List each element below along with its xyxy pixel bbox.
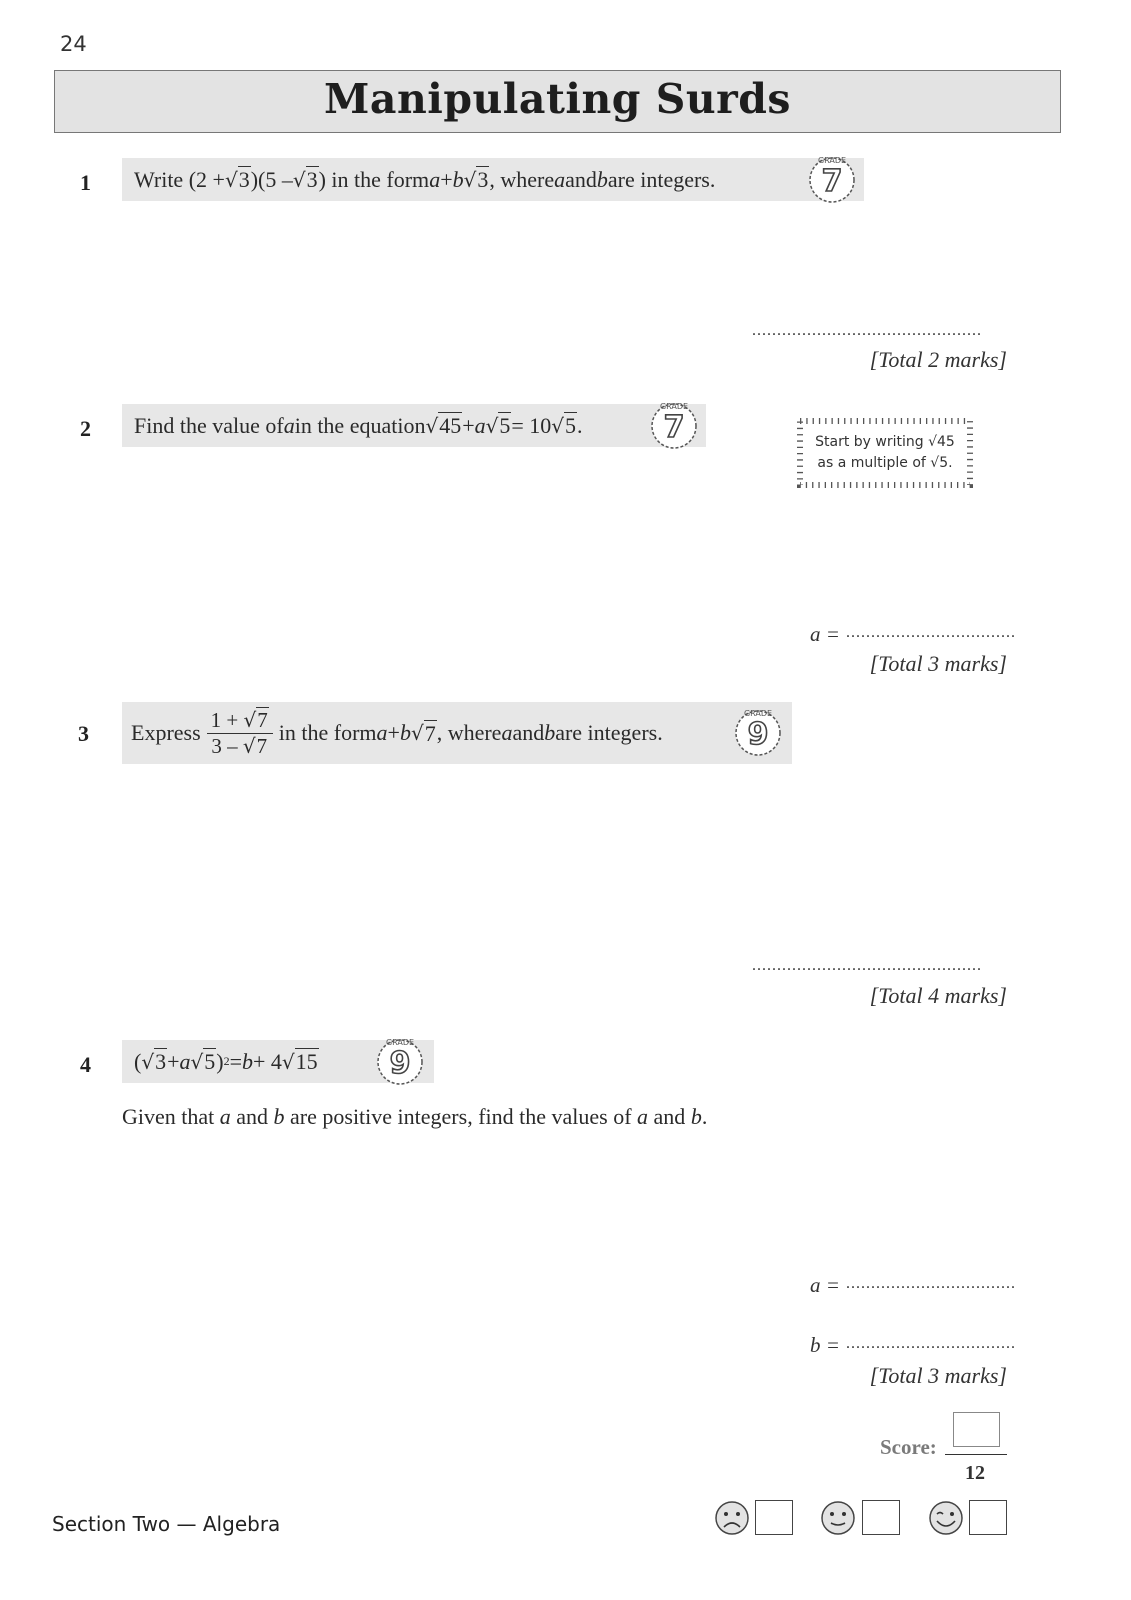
happy-face-icon xyxy=(928,1500,964,1541)
neutral-face-icon xyxy=(820,1500,856,1541)
answer-label-a: a = xyxy=(810,622,840,646)
confidence-box-sad[interactable] xyxy=(755,1500,793,1535)
question-prompt: Express $\frac{1 + √7}{3 - √7}$ in the form a + b √ 7 , where a and b are integers. xyxy=(131,708,663,758)
confidence-box-neutral[interactable] xyxy=(862,1500,900,1535)
hint-box xyxy=(797,418,973,488)
answer-line-a[interactable]: .................................. xyxy=(846,1275,1016,1292)
score-divider xyxy=(945,1454,1007,1455)
fraction: $\frac{1 + √7}{3 - √7}$ xyxy=(207,708,273,757)
answer-line[interactable]: .................................. xyxy=(846,624,1016,641)
question-prompt: Write (2 + √ 3 )(5 – √ 3 ) in the form a + b √ 3 , where a and b are integers. xyxy=(134,166,716,192)
grade-badge-icon xyxy=(806,154,858,206)
question-box xyxy=(122,702,792,764)
confidence-box-happy[interactable] xyxy=(969,1500,1007,1535)
svg-text:GRADE: GRADE xyxy=(817,156,847,165)
score-input-box[interactable] xyxy=(953,1412,1000,1447)
page-number: 24 xyxy=(60,32,87,56)
score-total: 12 xyxy=(965,1462,985,1484)
question-box xyxy=(122,158,864,201)
question-box xyxy=(122,1040,434,1083)
marks-total: [Total 2 marks] xyxy=(869,347,1007,372)
svg-text:7: 7 xyxy=(663,410,685,445)
svg-text:9: 9 xyxy=(389,1046,411,1081)
question-prompt: Find the value of a in the equation √ 45 + a √ 5 = 10 √ 5 . xyxy=(134,412,583,438)
question-number: 4 xyxy=(80,1052,91,1077)
answer-label-a: a = xyxy=(810,1273,840,1297)
grade-badge-icon xyxy=(648,400,700,452)
answer-label-b: b = xyxy=(810,1333,840,1357)
answer-line[interactable]: .............................................. xyxy=(752,322,982,339)
marks-total: [Total 3 marks] xyxy=(869,651,1007,676)
answer-line[interactable]: .............................................. xyxy=(752,957,982,974)
title-bar xyxy=(54,70,1061,133)
svg-text:GRADE: GRADE xyxy=(385,1038,415,1047)
page-title: Manipulating Surds xyxy=(324,75,791,123)
question-number: 1 xyxy=(80,170,91,195)
svg-text:GRADE: GRADE xyxy=(659,402,689,411)
question-box xyxy=(122,404,706,447)
grade-badge-icon xyxy=(374,1036,426,1088)
marks-total: [Total 3 marks] xyxy=(869,1363,1007,1388)
svg-text:7: 7 xyxy=(821,164,843,199)
question-body: Given that a and b are positive integers, find the values of a and b. xyxy=(122,1104,708,1129)
question-number: 3 xyxy=(78,721,89,746)
grade-badge-icon xyxy=(732,707,784,759)
section-footer: Section Two — Algebra xyxy=(52,1512,281,1536)
hint-text: Start by writing √45 as a multiple of √5. xyxy=(815,434,955,471)
marks-total: [Total 4 marks] xyxy=(869,983,1007,1008)
answer-line-b[interactable]: .................................. xyxy=(846,1335,1016,1352)
svg-text:9: 9 xyxy=(747,717,769,752)
question-number: 2 xyxy=(80,416,91,441)
score-label: Score: xyxy=(880,1435,937,1459)
svg-text:GRADE: GRADE xyxy=(743,709,773,718)
sad-face-icon xyxy=(714,1500,750,1541)
question-prompt: ( √ 3 + a √ 5 ) 2 = b + 4 √ 15 xyxy=(134,1048,318,1074)
